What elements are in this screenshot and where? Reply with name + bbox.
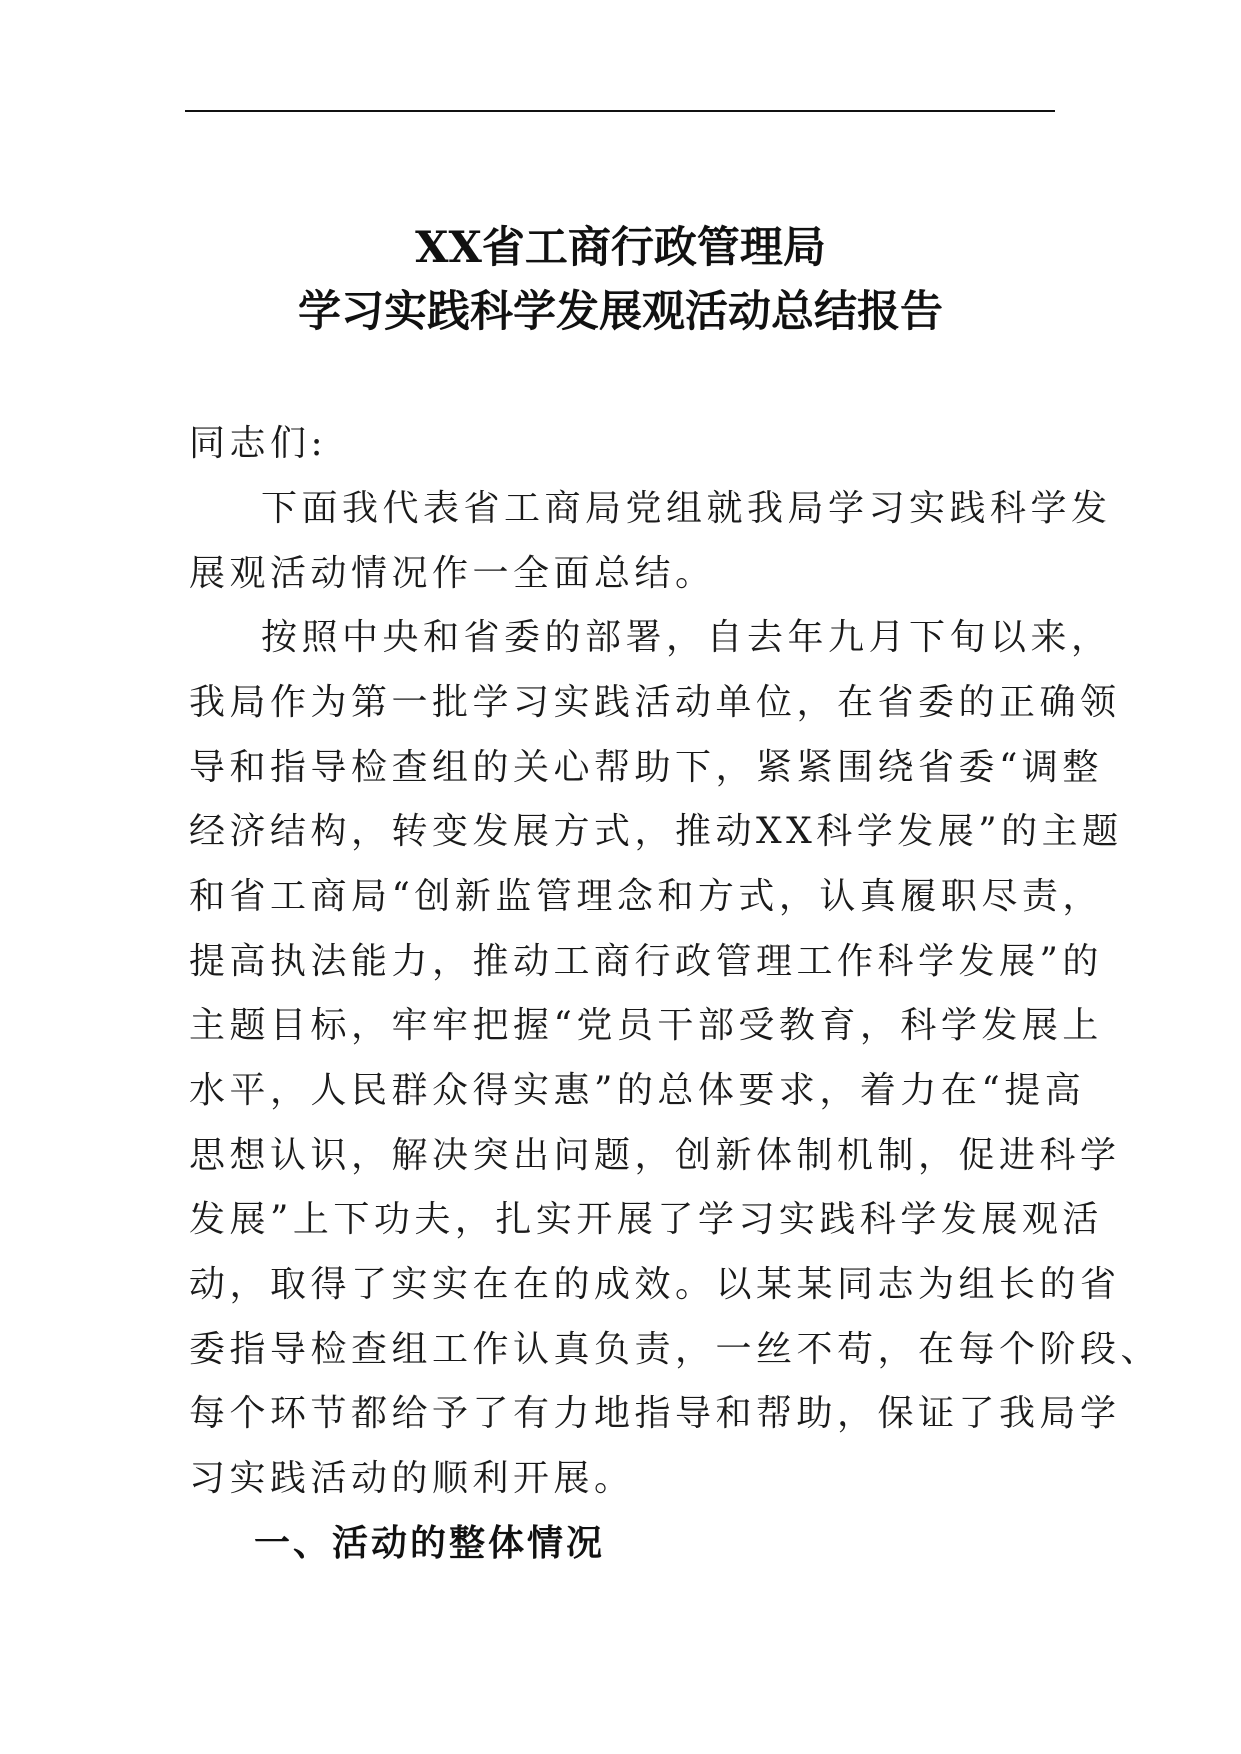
paragraph2-line-1: 按照中央和省委的部署，自去年九月下旬以来，: [261, 617, 1112, 658]
paragraph2-line-9: 思想认识，解决突出问题，创新体制机制，促进科学: [189, 1135, 1121, 1176]
header-rule: [185, 110, 1055, 112]
paragraph2-line-14: 习实践活动的顺利开展。: [189, 1458, 635, 1499]
paragraph2-line-5: 和省工商局“创新监管理念和方式，认真履职尽责，: [189, 876, 1103, 917]
paragraph2-line-4: 经济结构，转变发展方式，推动XX科学发展”的主题: [189, 811, 1123, 852]
paragraph1-line-1: 下面我代表省工商局党组就我局学习实践科学发: [261, 488, 1112, 529]
document-title-line-2: 学习实践科学发展观活动总结报告: [298, 287, 943, 337]
paragraph2-line-10: 发展”上下功夫，扎实开展了学习实践科学发展观活: [189, 1199, 1103, 1240]
paragraph2-line-2: 我局作为第一批学习实践活动单位，在省委的正确领: [189, 682, 1121, 723]
paragraph1-line-2: 展观活动情况作一全面总结。: [189, 553, 716, 594]
paragraph2-line-7: 主题目标，牢牢把握“党员干部受教育，科学发展上: [189, 1005, 1103, 1046]
paragraph2-line-6: 提高执法能力，推动工商行政管理工作科学发展”的: [189, 941, 1103, 982]
salutation: 同志们:: [189, 423, 328, 464]
paragraph2-line-13: 每个环节都给予了有力地指导和帮助，保证了我局学: [189, 1393, 1121, 1434]
document-title-line-1: XX省工商行政管理局: [415, 223, 826, 273]
paragraph2-line-11: 动，取得了实实在在的成效。以某某同志为组长的省: [189, 1264, 1121, 1305]
section-heading: 一、活动的整体情况: [254, 1523, 606, 1564]
paragraph2-line-3: 导和指导检查组的关心帮助下，紧紧围绕省委“调整: [189, 747, 1103, 788]
paragraph2-line-8: 水平，人民群众得实惠”的总体要求，着力在“提高: [189, 1070, 1086, 1111]
paragraph2-line-12: 委指导检查组工作认真负责，一丝不苟，在每个阶段、: [189, 1329, 1162, 1370]
